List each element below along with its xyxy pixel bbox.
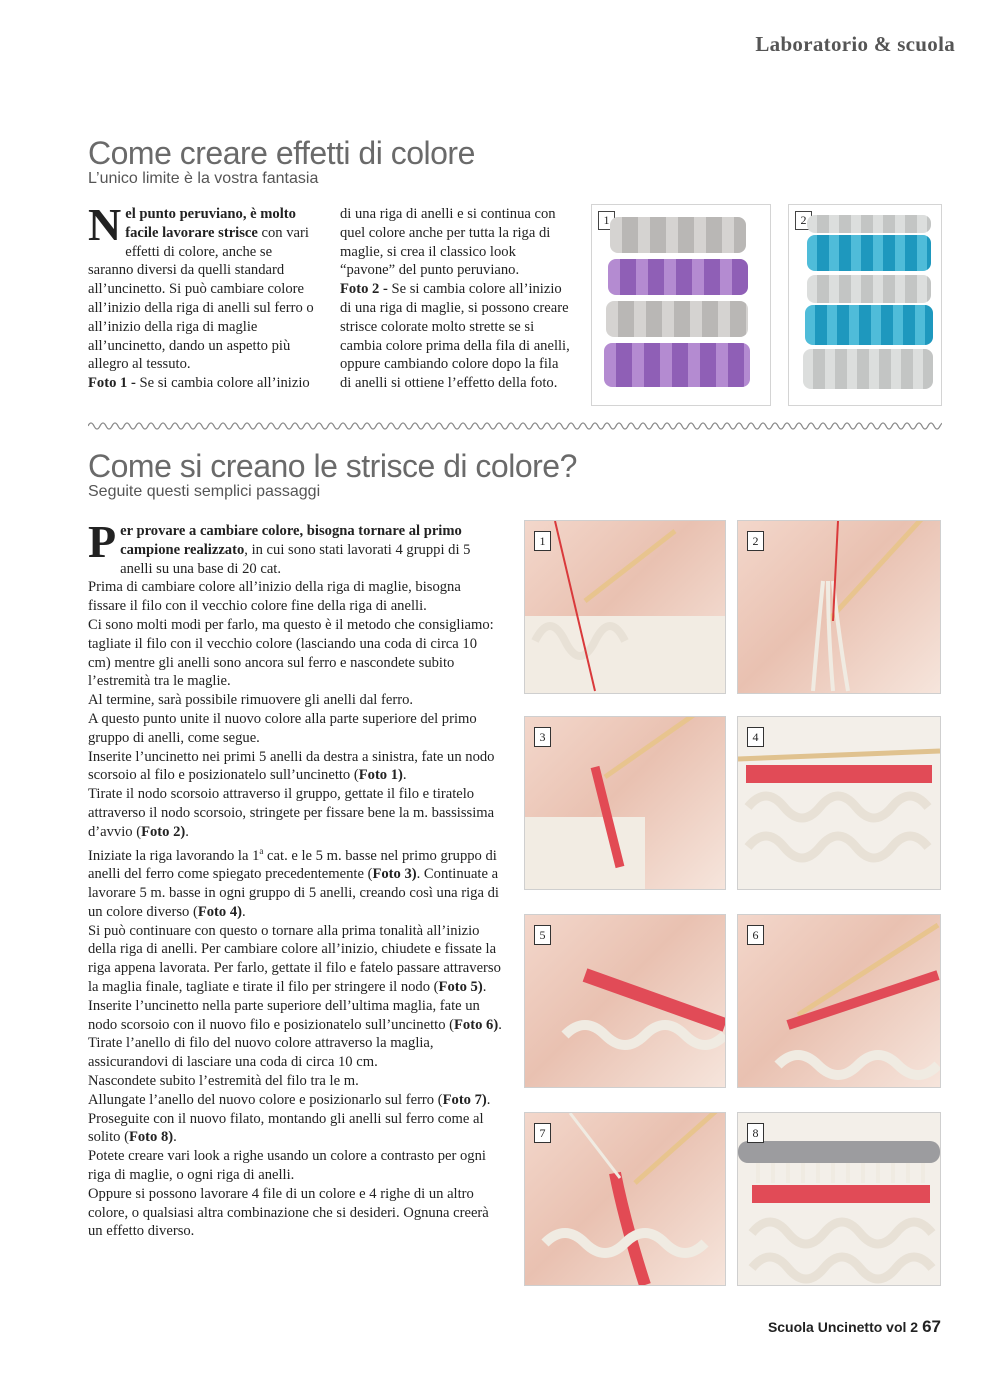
lead-bold: er provare a cambiare colore, bisogna tornare al primo campione realizzato: [120, 523, 462, 558]
step-photo-3: [524, 716, 726, 890]
section1-column-1: [88, 199, 572, 411]
dropcap: P: [88, 516, 117, 567]
foto2-label: Foto 2 -: [340, 281, 392, 298]
swatch-row-white: [807, 275, 931, 303]
paragraph-foto7: Allungate l’anello del nuovo colore e posizionarlo sul ferro (Foto 7).: [88, 1091, 491, 1108]
lead-bold: el punto peruviano, è molto facile lavorare strisce: [125, 206, 296, 241]
section2-body: [88, 516, 502, 1241]
footer-text: Scuola Uncinetto vol 2: [767, 1319, 919, 1335]
swatch-row-white: [807, 215, 931, 233]
step-number: 5: [534, 925, 551, 945]
swatch-row-white: [803, 349, 933, 389]
dropcap: N: [88, 199, 122, 250]
step-number: 2: [747, 531, 764, 551]
paragraph-foto2: Tirate il nodo scorsoio attraverso il gruppo, gettate il filo e tiratelo attraverso il nodo scorsoio, stringete per fissare bene la m. bassissima d’avvio (Foto 2).: [88, 786, 495, 840]
paragraph: Prima di cambiare colore all’inizio della riga di maglie, bisogna fissare il filo con il vecchio colore fine della riga di anelli.: [88, 579, 461, 615]
swatch-row-grey: [606, 301, 748, 337]
page-footer: [768, 1317, 941, 1337]
step-number: 3: [534, 727, 551, 747]
step-number: 4: [747, 727, 764, 747]
section2-title: Come si creano le strisce di colore?: [88, 448, 577, 484]
paragraph-foto6: Inserite l’uncinetto nella parte superiore dell’ultima maglia, fate un nodo scorsoio con il nuovo filo e posizionatelo sull’uncinetto (Foto 6).: [88, 997, 502, 1033]
step-photo-4: [737, 716, 941, 890]
lead-text: , in cui sono stati lavorati 4 gruppi di 5 anelli su una base di 20 cat.: [120, 541, 471, 577]
step-photo-2: [737, 520, 941, 694]
swatch-row-grey: [610, 217, 746, 253]
section1-title: Come creare effetti di colore: [88, 135, 475, 171]
lead-text: con vari effetti di colore, anche se saranno diversi da quelli standard all’uncinetto. Si può cambiare colore all’inizio della riga di anelli sul ferro o all’inizio della riga di maglie all’uncinetto, dando un aspetto più allegro al tessuto.: [88, 224, 314, 373]
photo-swatch-2: [788, 204, 942, 406]
photo-swatch-1: [591, 204, 771, 406]
page-number: 67: [922, 1317, 941, 1336]
section-label: Laboratorio & scuola: [755, 32, 955, 56]
step-number: 6: [747, 925, 764, 945]
section2-subtitle: Seguite questi semplici passaggi: [88, 483, 321, 500]
step-number: 8: [747, 1123, 764, 1143]
section1-subtitle: L’unico limite è la vostra fantasia: [88, 170, 319, 187]
swatch-row-blue: [805, 305, 933, 345]
paragraph: A questo punto unite il nuovo colore alla parte superiore del primo gruppo di anelli, come segue.: [88, 710, 477, 746]
swatch-row-purple: [608, 259, 748, 295]
wavy-divider: [88, 418, 942, 434]
foto2-text: Se si cambia colore all’inizio di una riga di maglie, si possono creare strisce colorate molto strette se si cambia colore prima della fila di anelli, oppure cambiando colore dopo la fila di anelli si ottiene l’effetto della foto.: [340, 281, 570, 392]
step-photo-5: [524, 914, 726, 1088]
swatch-row-blue: [807, 235, 931, 271]
paragraph: Oppure si possono lavorare 4 file di un colore e 4 righe di un altro colore, o qualsiasi altra combinazione che si desideri. Ognuna creerà un effetto diverso.: [88, 1185, 489, 1240]
photo-number: 2: [795, 211, 812, 230]
paragraph: Nascondete subito l’estremità del filo tra le m.: [88, 1072, 359, 1089]
paragraph-foto1: Inserite l’uncinetto nei primi 5 anelli da destra a sinistra, fate un nodo scorsoio al filo e posizionatelo sull’uncinetto (Foto 1).: [88, 748, 495, 784]
paragraph-foto8: Proseguite con il nuovo filato, montando gli anelli sul ferro come al solito (Foto 8).: [88, 1110, 484, 1146]
paragraph-foto5: Si può continuare con questo o tornare alla prima tonalità all’inizio della riga di anelli. Per cambiare colore all’inizio, chiudete e fissate la riga appena lavorata. Per farlo, gettate il filo e fatelo passare attraverso la maglia finale, tagliate e tirate il filo per stringere il nodo (Foto 5).: [88, 922, 501, 995]
step-photo-8: [737, 1112, 941, 1286]
step-number: 1: [534, 531, 551, 551]
foto1-text: Se si cambia colore all’inizio di una riga di anelli e si continua con quel colore anche per tutta la riga di maglie, si crea il classico look “pavone” del punto peruviano.: [139, 206, 556, 392]
foto1-label: Foto 1 -: [88, 375, 140, 392]
step-number: 7: [534, 1123, 551, 1143]
step-photo-6: [737, 914, 941, 1088]
paragraph: Al termine, sarà possibile rimuovere gli anelli dal ferro.: [88, 692, 414, 709]
photo-number: 1: [598, 211, 615, 230]
step-photo-1: [524, 520, 726, 694]
paragraph: Potete creare vari look a righe usando un colore a contrasto per ogni riga di maglie, o ogni riga di anelli.: [88, 1148, 486, 1183]
paragraph: Tirate l’anello di filo del nuovo colore attraverso la maglia, assicurandovi di lasciare una coda di circa 10 cm.: [88, 1035, 434, 1071]
swatch-row-purple: [604, 343, 750, 387]
paragraph: Ci sono molti modi per farlo, ma questo è il metodo che consigliamo: tagliate il filo con il vecchio colore (lasciando una coda di circa 10 cm) mentre gli anelli sono ancora sul ferro e nascondete subito l’estremità tra le maglie.: [88, 616, 494, 690]
paragraph-foto3-4: Iniziate la riga lavorando la 1$^a$ cat. e le 5 m. basse nel primo gruppo di anelli del ferro come spiegato precedentemente (Foto 3). Continuate a lavorare 5 m. basse in ogni gruppo di 5 anelli, creando così una riga di un colore diverso (Foto 4).: [88, 845, 499, 920]
step-photo-7: [524, 1112, 726, 1286]
